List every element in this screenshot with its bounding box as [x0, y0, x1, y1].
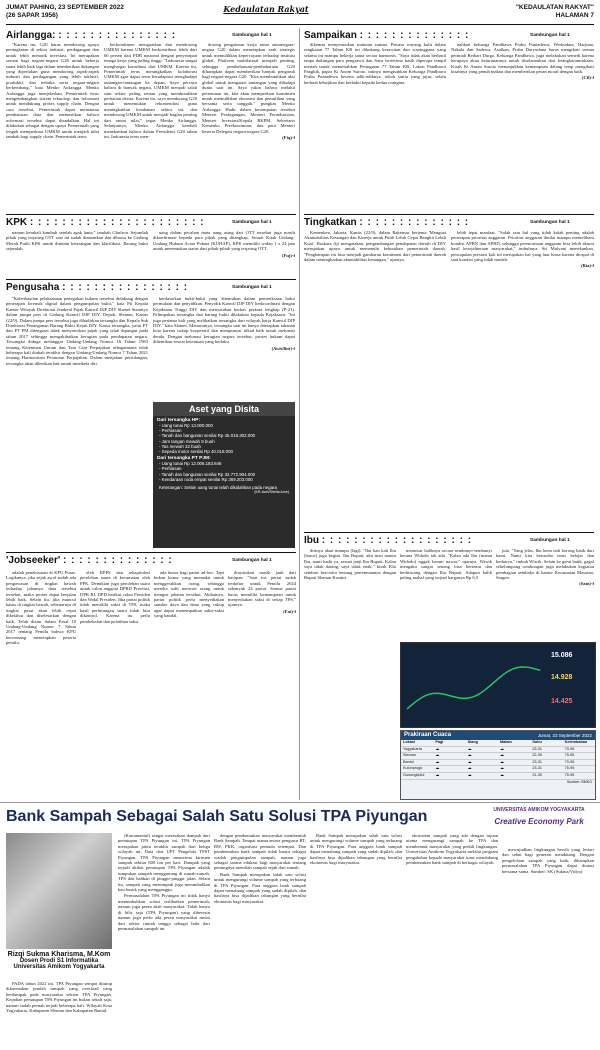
- weather-column-header: Malam: [499, 740, 512, 744]
- headline-tingkatkan: Tingkatkan : : : : : : : : : : : : : :: [304, 217, 470, 228]
- header-date: [6, 4, 124, 20]
- group-1-list: [153, 423, 295, 454]
- kpk-col-2: uang dalam pecahan mata uang asing dari OTT tersebut juga masih dikonfirmasi kepada para pihak yang ditangkap. Sesuai Kitab Undang-Undang Hukum Acara Pidana (KUHAP), KPK memiliki waktu 1 x 24 jam untuk menentukan status dari pihak-pihak yang terjaring OTT. (Fuj)-f: [153, 230, 295, 258]
- weather-row: [401, 773, 595, 780]
- pengusaha-col-2: berdasarkan bukti-bukti yang ditemukan dalam pemeriksaan bukti permulaan dan penyidikan. Penyidik Kanwil DJP DIY berkoordinasi dengan Kejaksaan Tinggi DIY dan menyatakan berkas perkara lengkap (P-21). Pelimpahan tersangka dan barang bukti dilakukan kepada Kejaksaan. "Ini juga pertama kali yang melibatkan tersangka dari wilayah kerja Kanwil DJP DIY," kata Slamet. Menurutnya, tersangka saat ini hanya ditetapkan tahanan kota karena cukup kooperatif dan mempunyai itikad baik untuk melunasi denda. Dengan melunasi kerugian negara tersebut, proses hukum dapat dihentikan sesuai ketentuan yang berlaku. (Awh/Bnt)-f: [153, 296, 295, 351]
- jobseeker-col-2: oleh KPPS dan rekapitulasi perolehan suara di kecamatan oleh PPK. Demikian juga perolehan suara untuk calon anggota DPRD Provinsi, DPR RI, DPD berikut calon Presiden dan Wakil Presiden. Jika partai politik tidak memiliki saksi di TPS, maka hasil perhitungan suara tidak bisa dikontrol. Karena itu perlu pembekalan dan pelatihan saksi.: [80, 570, 150, 624]
- weather-title: Prakiraan Cuaca: [404, 732, 452, 738]
- tingkatkan-col-1: Kemenkeu, Jakarta, Kamis (22/9), dalam Rakernas bertema 'Menguat Akuntabilitas Keuangan dan Kinerja untuk Pulih Lebih Cepat Bangkit Lebih Kuat'. Baskara Aji mengatakan, pengembangan pendapatan daerah di DIY merupakan upaya untuk memenuhi kebutuhan pemerintah daerah. "Pengharapan ini bisa menjadi gambaran komitmen dari pemerintah daerah dalam meningkatkan akuntabilitas keuangan," ujarnya.: [304, 230, 446, 263]
- weather-column-header: Pagi: [435, 740, 444, 744]
- jobseeker-col-1: adalah penelusuran di KPU Pusat. Logikanya, jika sejak awal sudah ada pengawasan di tingkat bawah terhadap jalannya data tersebut tersebut, maka proses dapat berjalan lebih baik. Selain itu, jika muncul kasus di tingkat bawah, sebenarnya di tingkat pusat akan lebih cepat diketahui dan diselesaikan dengan baik. Telah diatur dalam Pasal 10 Undang-Undang Nomor 7 Tahun 2017 tentang Pemilu bahwa KPU berwenang menetapkan peserta pemilu.: [6, 570, 76, 646]
- weather-cell: Yogyakarta: [403, 746, 422, 751]
- javanese-date-line: (26 SAPAR 1956): [6, 12, 58, 19]
- cloud-icon: ☁: [435, 766, 440, 771]
- signoff: (Ria)-f: [580, 263, 594, 269]
- author-name: Rizqi Sukma Kharisma, M.Kom: [7, 951, 111, 958]
- headline-airlangga: Airlangga: : : : : : : : : : : : : : : :: [6, 30, 177, 41]
- cloud-icon: ☁: [467, 772, 472, 777]
- weather-cell: 75-95: [564, 766, 575, 771]
- weather-date: Jumat, 23 September 2022: [537, 733, 592, 738]
- seized-item: - Uang tunai Rp 12.006.183.846: [159, 461, 222, 467]
- date-line: JUMAT PAHING, 23 SEPTEMBER 2022: [6, 4, 124, 11]
- weather-table-body: [401, 747, 595, 780]
- signoff: (Fat)-f: [283, 608, 296, 614]
- jobseeker-col-4: dinyatakan masih jauh dari harapan. "Saat ini, partai sudah terdaftar untuk Pemilu 2024 sebanyak 24 partai. Semua partai harus memiliki kemampuan untuk menyediakan saksi di setiap TPS," ujarnya. (Fat)-f: [228, 570, 296, 614]
- continued-label: Sambungan hal 1: [232, 220, 272, 225]
- seized-item: - Kendaraan roda empat senilai Rp 369.203.000: [159, 476, 253, 482]
- bank-sampah-feature: [0, 802, 600, 1050]
- airlangga-col-3: dorong pengaturan kerja sama antarnegara-negara G20 dalam menetapkan arah strategis untuk memulihkan kepercayaan terhadap institusi global. Platform multilateral menjadi penting, sehingga pembaharuan-pembaharuan G20 diharapkan dapat memberikan banyak pengaruh bagi negara-negara G20. "Kita membutuhkan aksi global untuk mengatasi tantangan yang dihadapi dunia saat ini. Saya yakin bahwa melalui pertemuan ini, kita akan memperkuat komitmen untuk memulihkan ekonomi dan pemulihan yang bersama serta tangguh," pungkas Menko Airlangga. Hadir dalam kesempatan tersebut Menteri Perdagangan, Menteri Perindustrian, Menteri Investasi/Kepala BKPM, Sekretaris Kemenko Perekonomian, dan para Menteri beserta Delegasi negara-negara G20. (Fiq)-f: [202, 42, 295, 140]
- cloud-icon: ☁: [499, 772, 504, 777]
- sampaikan-col-1: dikemas menyesuaikan tuntutan zaman. Pemisa wayang kulit dalam rangkaian 77 Tahun KR ini dikukung kerawitan dan waranggana yang selama ini mampu bekerja sama secara harmonis. "Saya tidak akan berhasil tanpa dukungan para pengrawit dan Saya berterima kasih diperopa tampil meriah untuk memeriahkan Peringatan 77 Tahun KR. Lakon Pandhawa Pangkik, papar Ki Anom Suroto, intinya mengisahkan Keluarga Pandhawa Prabu Puntadewa beserta adik-adiknya, tokoh satria yang jujur, selalu berbuat kebajikan dan berbakti kepada kedua orangtua.: [304, 42, 446, 85]
- trend-line: [407, 667, 540, 709]
- section-rule: [6, 214, 296, 215]
- signoff: (Fuj)-f: [281, 252, 295, 258]
- weather-column-header: Kelembaban: [564, 740, 588, 744]
- paper-name: "KEDAULATAN RAKYAT": [515, 4, 594, 11]
- cloud-icon: ☁: [435, 759, 440, 764]
- feature-col-3: Bank Sampah merupakan salah satu solusi untuk mengurangi volume sampah yang terbuang di TPA Piyungan. Para anggota bank sampah dapat menabung sampah yang sudah dipilah, dan hasilnya bisa dijadikan tabungan yang bernilai ekonomis bagi masyarakat.: [310, 833, 402, 866]
- seized-item: - Uang tunai Rp 13.000.000: [159, 423, 213, 428]
- signoff: (Fiq)-f: [282, 134, 295, 140]
- value-label: 14.928: [551, 674, 573, 681]
- weather-row: [401, 753, 595, 760]
- cloud-icon: ☁: [467, 746, 472, 751]
- group-2-list: [153, 461, 295, 482]
- headline-kpk: KPK : : : : : : : : : : : : : : : : : : : : : :: [6, 217, 205, 228]
- weather-row: [401, 766, 595, 773]
- continued-label: Sambungan hal 1: [232, 33, 272, 38]
- feature-headline: Bank Sampah Sebagai Salah Satu Solusi TPA Piyungan: [6, 808, 428, 825]
- cloud-icon: ☁: [499, 759, 504, 764]
- weather-cell: 70-95: [564, 759, 575, 764]
- tingkatkan-col-2: lebih tepat manfaat. "Salah satu hal yang tidak kalah penting adalah penerapan prioritas anggaran. Prioritas anggaran dinilai mampu memelihara kondisi APBN dan APBD, sehingga perencanaan anggaran bisa lebih akurat hasil kesejahteraan masyarakat," imbuhnya. Sri Mulyani menekankan, pencapaian prestasi kali ini merupakan hal yang luar biasa karena dicapai di saat kondisi yang tidak mudah. (Ria)-f: [451, 230, 594, 269]
- section-rule: [6, 279, 296, 280]
- weather-cell: 22-30: [532, 753, 543, 758]
- weather-source: Sumber: BMKG: [566, 779, 592, 784]
- cloud-icon: ☁: [435, 772, 440, 777]
- weather-cell: Sleman: [403, 753, 416, 758]
- weather-cell: Kulonprogo: [403, 766, 423, 771]
- group-heading: Dari tersangka PT PJM:: [157, 456, 211, 462]
- airlangga-col-1: "Karena itu, G20 harus mendorong upaya peningkatan di sektor industri, perdagangan dan untuk lebih menarik investasi. Ini merupakan seruan bagi negara-negara G20 untuk bekerja sama lebih baik lagi dalam memberikan dukungan yang diperlukan guna mendorong aspek-aspek industri dan perdagangan yang lebih inklusif, produktif, dan terbuka serta negara-negara berkembang," kata Menko Airlangga. Menko Airlangga juga menjelaskan, Pemerintah terus mengembangkan sistem teknologi dan informasi untuk mendukung proses supply chain. Dengan cara tersebut, Pemerintah dapat memantau pembatasan data dan memastikan bahwa informasi tersebut dapat diandalkan. Hal ini dilakukan sebagai dengan upaya Pemerintah yang tengah memperkuat UMKM untuk menjadi nilai tambah bagi supply chain. Pemerintah terus: [6, 42, 99, 139]
- value-label: 14.425: [551, 698, 573, 705]
- weather-cell: 75-95: [564, 772, 575, 777]
- headline-pengusaha: Pengusaha : : : : : : : : : : : : : : : :: [6, 282, 189, 293]
- continued-label: Sambungan hal 1: [530, 538, 570, 543]
- seized-item: - Tanah dan bangunan senilai Rp 32.772.904.000: [159, 471, 256, 477]
- page-header: [6, 4, 594, 24]
- continued-label: Sambungan hal 1: [530, 220, 570, 225]
- airlangga-col-2: berkomitmen menguatkan dan mendorong UMKM karena UMKM berkontribusi lebih dari 60 persen dari PDB nasional dengan penyerapan tenaga kerja yang paling tinggi. "Indonesia sangat menghargai kontribusi dari UMKM. Karena itu, Pemerintah terus meningkatkan kolaborasi UMKM agar dapat terus beradaptasi menghadapi tantangan-tantangan ke depan. Saya percaya bahwa di banyak negara, UMKM menjadi salah satu sektor paling rentan yang membutuhkan perhatian ekstra. Karena itu, saya mendorong G20 untuk menemukan rekomendasi guna meningkatkan ketahanan sektor ini, dan mendorong UMKM untuk menjadi bagian penting dari rantai nilai," tegas Menko Airlangga. Selanjutnya, Menko Airlangga kembali menekankan bahwa dalam Presidensi G20 tahun ini, Indonesia terus men-: [104, 42, 197, 139]
- section-rule: [304, 214, 594, 215]
- cloud-icon: ☁: [467, 753, 472, 758]
- author-affiliation: Universitas Amikom Yogyakarta: [13, 964, 105, 970]
- box-credit: (KR-Awh/Sheila Ame): [254, 490, 289, 495]
- ibu-col-2: menawar baliknya secara sembunyi-sembunyi kerana Widodo tak ada. "Kalau ada Ibu (mama Widodo) nggak berani nawar," ujarnya. Wiwik mengaku sangat senang bisa bertemu dan berbincang dengan Ibu Bupati. Adapun balik paling mahal yang terjual harganya Rp 6,5: [400, 548, 492, 581]
- box-title: Aset yang Disita: [153, 402, 295, 416]
- ibu-col-3: juta. "Yang jelas, Ibu kena tadi borong batik dari kami. Nanti kita berusaha terus belajar dan berkarya," imbuh Wiwik. Selain ke gerai batik, gagal sekelumpang rombongan juga melakukan kegiatan pembagian sembako di kantor Kecamatan Masaran, Sragen. (Sam)-f: [496, 548, 594, 587]
- weather-table-header: [401, 740, 595, 747]
- signoff: (Awh/Bnt)-f: [271, 345, 295, 351]
- headline-jobseeker: 'Jobseeker' : : : : : : : : : : : : : :: [6, 555, 173, 566]
- header-rule: [6, 24, 594, 25]
- weather-cell: Bantul: [403, 759, 414, 764]
- weather-cell: 21-30: [532, 772, 543, 777]
- weather-cell: 75-95: [564, 753, 575, 758]
- section-rule: [304, 532, 594, 533]
- continued-label: Sambungan hal 1: [232, 285, 272, 290]
- group-heading: Dari tersangka HP:: [157, 418, 200, 423]
- seized-item: - Tas mewah 32 buah: [159, 443, 201, 449]
- kpk-col-1: namun kembali kambuh setelah agak lama," tambah Ghufron. Sejumlah pihak yang terjaring OTT saat ini sudah diamankan dan dibawa ke Gedung Merah Putih KPK untuk diminta keterangan dan klarifikasi. Barang bukti sejumlah: [6, 230, 148, 252]
- headline-sampaikan: Sampaikan : : : : : : : : : : : : : :: [304, 30, 470, 41]
- university-tagline: Creative Economy Park: [494, 817, 584, 826]
- feature-col-5: mewujudkan lingkungan bersih yang lestari dan sehat bagi generasi mendatang. Dengan pengelolaan sampah yang baik, diharapkan permasalahan TPA Piyungan dapat diatasi bersama-sama. Sumber: SK (Sukma/Vidya): [502, 847, 594, 874]
- cloud-icon: ☁: [499, 746, 504, 751]
- university-logo: [484, 807, 594, 843]
- continued-label: Sambungan hal 1: [232, 558, 272, 563]
- feature-col-2: dengan pembentukan masyarakat membentuk Bank Sampah. Tempat utama antara pengurus RT, RW, PKK, organisasi pemuda setempat. Dan pembentukan bank sampah tidak hanya sebagai wadah pengumpulan sampah, namun juga sebagai sarana edukasi bagi masyarakat tentang pentingnya memilah sampah sejak dari rumah. Bank Sampah merupakan salah satu solusi untuk mengurangi volume sampah yang terbuang di TPA Piyungan. Para anggota bank sampah dapat menabung sampah yang sudah dipilah, dan hasilnya bisa dijadikan tabungan yang bernilai ekonomis bagi masyarakat.: [214, 833, 306, 904]
- seized-item: - Perhiasan: [159, 466, 182, 472]
- ibu-col-1: dirinya akan mampu (lagi). "Ibu kan kali Ibu (harus) juga begitu. Ibu Bupati, aku mau mantu Ibu, nanti hadir ya, sesuai janji Ibu Bupati. Kalau saya tidak datang, saya tidak enak," kisah Elia sembari bercerita tentang pertemuannya dengan Bupati Sleman Kustini.: [304, 548, 396, 581]
- weather-cell: 70-96: [564, 746, 575, 751]
- column-divider: [299, 28, 300, 800]
- masthead-logo: Kedaulatan Rakyat: [223, 4, 309, 14]
- feature-intro: PADA tahun 2022 ini, TPA Piyungan sempat ditutup dikarenakan jumlah sampah yang overload yang berdampak pada masyarakat sekitar TPA Piyungan. Kejadian penutupan TPA Piyungan ini bukan sekali saja, namun sudah pernah terjadi beberapa kali. Wilayah Kota Yogyakarta, Kabupaten Sleman dan Kabupaten Bantul.: [6, 981, 112, 1014]
- signoff: (Sam)-f: [579, 581, 594, 587]
- cloud-icon: ☁: [435, 746, 440, 751]
- feature-col-1: (Kartamantul) sangat merasakan dampak dari penutupan TPA Piyungan ini. TPA Piyungan merupakan pintu terakhir sampah dari ketiga wilayah ini. Data dari UPT Pengelola TPST Piyungan, TPA Piyungan menerima kiriman sampah sekitar 600 ton per hari. Dampak yang terjadi akibat penutupan TPA Piyungan adalah tumpukan sampah menggunung di rumah-rumah, TPS dan bahkan di pinggir-pinggir jalan. Selain itu, sampah yang menumpuk juga menimbulkan bau busuk yang mengganggu. Permasalahan TPA Piyungan ini tidak hanya menumbuhkan solusi terlibatkan pemerintah, namun juga peran aktif masyarakat. Tidak hanya di hilir saja (TPA Piyungan) yang diberesin namun juga perlu ada peran masyarakat mulai dari sektor rumah tangga sebagai hulu dari permasalahan sampah ini.: [118, 833, 210, 931]
- author-photo: [6, 833, 112, 949]
- weather-column-header: Lokasi: [403, 740, 416, 744]
- cloud-icon: ☁: [467, 759, 472, 764]
- seized-item: - Tanah dan bangunan senilai Rp 45.016.302.000: [159, 433, 256, 439]
- value-label: 15.086: [551, 652, 573, 659]
- sampaikan-col-2: nahkan keluarga Pandhawa Prabu Puntadewa, Werkudara, Harjuna, Nakula dan Sadewa. Asalkan, Prabu Duryudana harus mengikuti semua perintah Bethari Durga. Keluarga Pandhawa, juga melakukan semedi karena berupaya akan keturunannya untuk diselamatkan dari keangkaramurkaan. Kisah Ki Anom Suroto menunjukkan kemampuan dalang tetap mengikuti kisahnya yang penuh makna dan memberikan pesan moral dengan baik. (Cil)-f: [451, 42, 594, 81]
- weather-cell: 23-31: [532, 759, 543, 764]
- section-rule: [6, 552, 296, 553]
- seized-assets-box: [153, 402, 295, 548]
- chart-svg: [401, 643, 595, 727]
- seized-item: - Sepeda motor senilai Rp 40.018.000: [159, 449, 233, 455]
- weather-column-header: Suhu: [532, 740, 542, 744]
- weather-cell: 23-31: [532, 746, 543, 751]
- weather-cell: 23-31: [532, 766, 543, 771]
- feature-col-4: ekosistem sampah yang ada dengan tujuan utama mengurangi sampah ke TPA dan membentuk masyarakat yang peduli lingkungan. Universitas Amikom Yogyakarta melalui program pengabdian kepada masyarakat turut mendukung pembentukan bank sampah di berbagai wilayah.: [406, 833, 498, 866]
- author-role: Dosen Prodi S1 Informatika: [19, 958, 99, 964]
- pengusaha-col-1: "Keberhasilan pelaksanaan penegakan hukum tersebut didukung dengan penerapan forensik digital dalam pengumpulan bukti," kata Pit Kepala Kantor Wilayah Direktorat Jenderal Pajak Kanwil DJP DIY Slamet Sutantyo dalam jumpa pers di Gedung Kanwil DJP DIY, Depok, Sleman, Kamis (22/9). Dalam jumpa pers tersebut juga dihadirkan tersangka dan Kepala Sub Direktorat Penanganan Barang Bukti Kejati DIY. Kasus tersangka, yaitu PT dan PT PM ditengarai tidak menyetorkan pajak yang telah dipungut pada tahun 2017 sehingga mengakibatkan kerugian pada pendapatan negara. Tersangka diduga melanggar Undang-Undang Nomor 16 Tahun 1983 tentang Ketentuan Umum dan Tata Cara Perpajakan sebagaimana telah beberapa kali diubah terakhir dengan Undang-Undang Nomor 7 Tahun 2021 tentang Harmonisasi Peraturan Perpajakan. Dalam menjalani persidangan, tersangka akan diberikan hak untuk membela diri.: [6, 296, 148, 366]
- signoff: (Cil)-f: [582, 75, 594, 81]
- cloud-icon: ☁: [499, 753, 504, 758]
- weather-row: [401, 747, 595, 754]
- weather-forecast: [400, 730, 596, 800]
- seized-item: - Jam tangan mewah 9 buah: [159, 438, 215, 444]
- header-section: [516, 4, 594, 20]
- weather-row: [401, 760, 595, 767]
- headline-ibu: Ibu : : : : : : : : : : : : : : : : : : :: [304, 535, 473, 546]
- cloud-icon: ☁: [499, 766, 504, 771]
- box-note: Keterangan: Selain uang tunai telah dikalahkan pada negara: [159, 485, 277, 491]
- cloud-icon: ☁: [467, 766, 472, 771]
- continued-label: Sambungan hal 1: [530, 33, 570, 38]
- exchange-rate-chart: [400, 642, 596, 728]
- university-name: UNIVERSITAS AMIKOM YOGYAKARTA: [493, 807, 585, 813]
- page-number: HALAMAN 7: [555, 12, 594, 19]
- weather-column-header: Siang: [467, 740, 478, 744]
- jobseeker-col-3: ada honor bagi partai ad-hoc. Tapi bukan honor yang memadai untuk menggerakkan orang, sehingga mereka sulit mencari orang untuk mengisi jabatan tersebut. Akibatnya, partai politik perlu menyediakan sumber daya dan dana yang cukup agar dapat menempatkan saksi-saksi yang handal.: [154, 570, 224, 619]
- author-block: [6, 951, 112, 970]
- cloud-icon: ☁: [435, 753, 440, 758]
- weather-cell: Gunungkidul: [403, 772, 425, 777]
- weather-header: [401, 731, 595, 740]
- seized-item: - Perhiasan: [159, 428, 182, 434]
